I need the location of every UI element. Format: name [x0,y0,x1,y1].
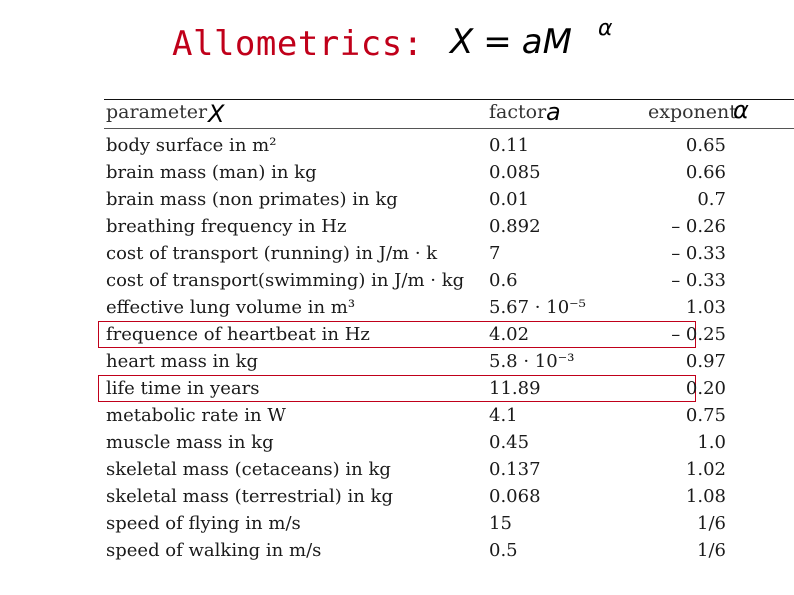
factor-cell: 5.8 · 10⁻³ [489,351,575,372]
table-row [106,430,726,457]
param-cell: brain mass (man) in kg [106,162,317,183]
page-title: Allometrics: [172,24,424,64]
factor-cell: 4.02 [489,324,530,345]
factor-cell: 0.6 [489,270,518,291]
param-cell: cost of transport(swimming) in J/m · kg [106,270,465,291]
param-cell: body surface in m² [106,135,277,156]
exponent-cell: 1.03 [685,297,726,318]
header-parameter-symbol: X [208,100,225,128]
factor-cell: 11.89 [489,378,541,399]
param-cell: speed of flying in m/s [106,513,301,534]
exponent-cell: 0.65 [685,135,726,156]
exponent-cell: – 0.25 [671,324,726,345]
header-exponent-symbol: α [733,96,749,124]
param-cell: skeletal mass (terrestrial) in kg [106,486,393,507]
param-cell: metabolic rate in W [106,405,286,426]
factor-cell: 0.11 [489,135,530,156]
table-row [106,160,726,187]
exponent-cell: 1.08 [685,486,726,507]
header-factor-symbol: a [546,98,561,126]
table-row [106,133,726,160]
factor-cell: 0.137 [489,459,541,480]
formula-m: M [542,22,572,62]
factor-cell: 0.085 [489,162,541,183]
header-factor: factor [489,101,547,123]
table-row [106,376,726,403]
exponent-cell: 1/6 [697,513,726,534]
table-row [106,538,726,565]
header-exponent: exponent [648,101,737,123]
param-cell: effective lung volume in m³ [106,297,356,318]
exponent-cell: 1.0 [697,432,726,453]
factor-cell: 0.5 [489,540,518,561]
exponent-cell: 0.66 [685,162,726,183]
exponent-cell: 0.97 [685,351,726,372]
param-cell: muscle mass in kg [106,432,274,453]
factor-cell: 15 [489,513,512,534]
formula-alpha: α [598,16,613,41]
formula-equals: = [483,22,512,62]
param-cell: heart mass in kg [106,351,259,372]
exponent-cell: 0.20 [685,378,726,399]
factor-cell: 0.892 [489,216,541,237]
table-row [106,295,726,322]
exponent-cell: 1.02 [685,459,726,480]
param-cell: life time in years [106,378,260,399]
header-rule [104,128,794,129]
table-row [106,403,726,430]
param-cell: breathing frequency in Hz [106,216,347,237]
table-row [106,241,726,268]
param-cell: brain mass (non primates) in kg [106,189,398,210]
param-cell: speed of walking in m/s [106,540,322,561]
param-cell: skeletal mass (cetaceans) in kg [106,459,391,480]
table-row [106,268,726,295]
table-row [106,511,726,538]
table-row [106,484,726,511]
table-row [106,214,726,241]
factor-cell: 0.45 [489,432,530,453]
exponent-cell: 1/6 [697,540,726,561]
formula-a: a [521,22,543,62]
exponent-cell: – 0.33 [671,243,726,264]
factor-cell: 4.1 [489,405,518,426]
exponent-cell: 0.7 [697,189,726,210]
param-cell: frequence of heartbeat in Hz [106,324,370,345]
table-row [106,322,726,349]
factor-cell: 5.67 · 10⁻⁵ [489,297,586,318]
param-cell: cost of transport (running) in J/m · k [106,243,438,264]
header-parameter: parameter [106,101,208,123]
factor-cell: 7 [489,243,501,264]
allometric-formula [450,16,613,62]
formula-x: X [450,22,474,62]
factor-cell: 0.01 [489,189,530,210]
table-row [106,349,726,376]
exponent-cell: 0.75 [685,405,726,426]
table-row [106,457,726,484]
exponent-cell: – 0.26 [671,216,726,237]
exponent-cell: – 0.33 [671,270,726,291]
factor-cell: 0.068 [489,486,541,507]
table-row [106,187,726,214]
